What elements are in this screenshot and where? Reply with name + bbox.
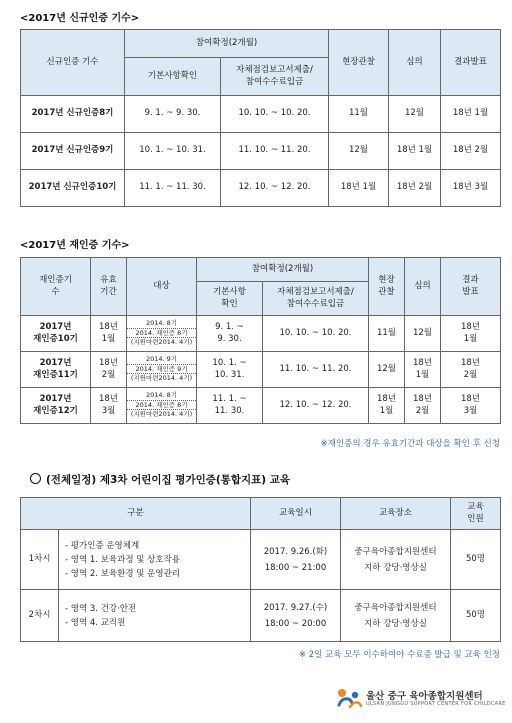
cell-cohort: 2017년 신규인증8기 (21, 96, 125, 133)
table-row (21, 316, 501, 352)
cell-basic (197, 388, 263, 424)
header-category: 구분 (21, 498, 251, 530)
cell-target (127, 352, 197, 388)
header-self-report-line2: 참여수수료입금 (286, 298, 345, 309)
header-cohort-line2: 수 (51, 286, 60, 297)
cell-cohort-line1: 2017년 (39, 358, 72, 369)
cell-basic-line1: 9. 1. ~ (215, 322, 244, 333)
cell-site-line2: 1월 (379, 405, 394, 416)
table-row (21, 170, 501, 207)
header-cohort: 신규인증 기수 (21, 30, 125, 96)
cell-review (405, 352, 441, 388)
cell-self: 12. 10. ~ 12. 20. (221, 170, 329, 207)
header-result-line2: 발표 (462, 286, 479, 297)
cell-place-line1: 중구육아종합지원센터 (354, 546, 437, 557)
cell-result: 18년 2월 (441, 133, 501, 170)
cell-self: 12. 10. ~ 12. 20. (263, 388, 369, 424)
header-participation: 참여확정(2개월) (197, 258, 369, 282)
table-row (21, 530, 501, 590)
recertification-table (20, 257, 501, 424)
header-cohort-line1: 재인증기 (39, 275, 72, 286)
cell-basic-line2: 10. 31. (214, 369, 245, 380)
cell-result-line2: 3월 (463, 405, 478, 416)
section2-title: <2017년 재인증 기수> (20, 240, 130, 251)
list-item: - 영역 4. 교직원 (65, 617, 126, 628)
header-site-line1: 현장 (378, 275, 395, 286)
target-line: (지원마련2014. 4기) (130, 410, 193, 419)
header-result (441, 258, 501, 316)
header-result: 결과발표 (441, 30, 501, 96)
header-date: 교육일시 (251, 498, 341, 530)
cell-result-line2: 2월 (463, 369, 478, 380)
table-row (21, 590, 501, 642)
header-self-report (221, 58, 329, 96)
header-site: 현장관찰 (329, 30, 389, 96)
target-line: 2014. 9기 (127, 355, 196, 365)
header-site-line2: 관찰 (378, 286, 395, 297)
cell-date-line1: 2017. 9.26.(화) (263, 546, 328, 557)
cell-place-line2: 지하 강당·영상실 (364, 562, 427, 573)
education-note: ※ 2일 교육 모두 이수하여야 수료증 발급 및 교육 인정 (298, 650, 500, 660)
target-line: (지원마련2014. 4기) (130, 374, 193, 383)
cell-place (341, 530, 451, 590)
target-line: 2014. 8기 (127, 319, 196, 329)
cell-basic (197, 352, 263, 388)
cell-review (405, 388, 441, 424)
header-review: 심의 (389, 30, 441, 96)
list-item: - 평가인증 운영체계 (65, 540, 140, 551)
cell-result-line1: 18년 (460, 322, 481, 333)
target-line: 2014. 재인증 8기 (127, 401, 196, 411)
cell-review-line1: 18년 (412, 394, 433, 405)
header-basic: 기본사항확인 (125, 58, 221, 96)
cell-date (251, 590, 341, 642)
header-basic-line1: 기본사항 (213, 287, 246, 298)
recertification-note: ※재인증의 경우 유효기간과 대상을 확인 후 신청 (320, 439, 500, 449)
cell-review: 12월 (405, 316, 441, 352)
org-name-english: ULSAN JUNGGU SUPPORT CENTER FOR CHILDCARE (366, 701, 506, 707)
header-result-line1: 결과 (462, 275, 479, 286)
target-line: (지원마련2014. 4기) (130, 338, 193, 347)
cell-place-line2: 지하 강당·영상실 (364, 618, 427, 629)
cell-validity-line2: 3월 (101, 405, 116, 416)
cell-site: 11월 (369, 316, 405, 352)
cell-cohort-line1: 2017년 (39, 322, 72, 333)
cell-target (127, 316, 197, 352)
cell-validity-line1: 18년 (98, 394, 119, 405)
cell-validity-line2: 1월 (101, 333, 116, 344)
cell-result: 18년 3월 (441, 170, 501, 207)
target-line: 2014. 8기 (127, 391, 196, 401)
header-place: 교육장소 (341, 498, 451, 530)
education-title-text: (전체일정) 제3차 어린이집 평가인증(통합지표) 교육 (46, 474, 290, 486)
cell-basic-line1: 10. 1. ~ (212, 358, 247, 369)
cell-cohort: 2017년 신규인증10기 (21, 170, 125, 207)
cell-basic: 9. 1. ~ 9. 30. (125, 96, 221, 133)
cell-review: 18년 1월 (389, 133, 441, 170)
header-self-report-line1: 자체점검보고서제출/ (277, 287, 354, 298)
cell-date-line2: 18:00 ~ 21:00 (264, 562, 327, 573)
cell-date-line1: 2017. 9.27.(수) (263, 602, 328, 613)
cell-place (341, 590, 451, 642)
target-line: 2014. 재인증 9기 (127, 365, 196, 375)
cell-self: 11. 10. ~ 11. 20. (221, 133, 329, 170)
cell-validity-line2: 2월 (101, 369, 116, 380)
cell-result (441, 388, 501, 424)
header-self-report-line2: 참여수수료입금 (245, 76, 304, 87)
org-name: 울산 중구 육아종합지원센터 (366, 691, 483, 702)
table-row (21, 388, 501, 424)
cell-site: 11월 (329, 96, 389, 133)
section1-title: <2017년 신규인증 기수> (20, 13, 140, 24)
cell-basic-line2: 9. 30. (217, 333, 242, 344)
list-item: - 영역 2. 보육환경 및 운영관리 (65, 568, 181, 579)
cell-self: 11. 10. ~ 11. 20. (263, 352, 369, 388)
cell-cohort-line2: 재인증12기 (33, 405, 78, 416)
cell-self: 10. 10. ~ 10. 20. (263, 316, 369, 352)
cell-self: 10. 10. ~ 10. 20. (221, 96, 329, 133)
cell-basic (197, 316, 263, 352)
circle-bullet-icon (30, 473, 41, 484)
cell-date (251, 530, 341, 590)
header-count (451, 498, 501, 530)
cell-result (441, 352, 501, 388)
cell-basic-line1: 11. 1. ~ (212, 394, 247, 405)
table-row (21, 133, 501, 170)
table-row (21, 96, 501, 133)
cell-basic-line2: 11. 30. (214, 405, 245, 416)
cell-cohort (21, 388, 91, 424)
cell-site: 12월 (329, 133, 389, 170)
education-table (20, 497, 501, 642)
header-basic-line2: 확인 (221, 298, 238, 309)
cell-site: 18년 1월 (329, 170, 389, 207)
header-self-report-line1: 자체점검보고서제출/ (236, 65, 313, 76)
cell-cohort-line1: 2017년 (39, 394, 72, 405)
header-validity-line2: 기간 (100, 286, 117, 297)
cell-review-line1: 18년 (412, 358, 433, 369)
cell-date-line2: 18:00 ~ 20:00 (264, 618, 327, 629)
cell-result: 18년 1월 (441, 96, 501, 133)
cell-cohort-line2: 재인증10기 (33, 333, 78, 344)
header-validity-line1: 유효 (100, 275, 117, 286)
list-item: - 영역 3. 건강·안전 (65, 603, 137, 614)
cell-cohort (21, 316, 91, 352)
list-item: - 영역 1. 보육과정 및 상호작용 (65, 554, 181, 565)
cell-result-line1: 18년 (460, 394, 481, 405)
cell-basic: 11. 1. ~ 11. 30. (125, 170, 221, 207)
header-validity (91, 258, 127, 316)
cell-target (127, 388, 197, 424)
cell-place-line1: 중구육아종합지원센터 (354, 602, 437, 613)
header-site (369, 258, 405, 316)
cell-session: 2차시 (21, 590, 59, 642)
cell-review: 18년 2월 (389, 170, 441, 207)
cell-cohort (21, 352, 91, 388)
cell-items (59, 590, 251, 642)
cell-review-line2: 2월 (415, 405, 430, 416)
footer-logo (336, 687, 506, 711)
center-logo-icon (336, 687, 362, 709)
header-review: 심의 (405, 258, 441, 316)
header-count-line2: 인원 (467, 513, 484, 524)
header-target: 대상 (127, 258, 197, 316)
header-self-report (263, 282, 369, 316)
cell-result-line2: 1월 (463, 333, 478, 344)
cell-result (441, 316, 501, 352)
header-count-line1: 교육 (467, 502, 484, 513)
header-basic (197, 282, 263, 316)
cell-review: 12월 (389, 96, 441, 133)
cell-validity-line1: 18년 (98, 322, 119, 333)
table-row (21, 352, 501, 388)
education-title (30, 472, 290, 487)
header-participation: 참여확정(2개월) (125, 30, 329, 58)
new-certification-table (20, 29, 501, 207)
cell-review-line2: 1월 (415, 369, 430, 380)
cell-basic: 10. 1. ~ 10. 31. (125, 133, 221, 170)
cell-count: 50명 (451, 530, 501, 590)
header-cohort (21, 258, 91, 316)
cell-result-line1: 18년 (460, 358, 481, 369)
cell-count: 50명 (451, 590, 501, 642)
cell-site: 12월 (369, 352, 405, 388)
cell-validity-line1: 18년 (98, 358, 119, 369)
cell-items (59, 530, 251, 590)
cell-site (369, 388, 405, 424)
cell-validity (91, 316, 127, 352)
cell-cohort: 2017년 신규인증9기 (21, 133, 125, 170)
cell-validity (91, 352, 127, 388)
cell-session: 1차시 (21, 530, 59, 590)
cell-site-line1: 18년 (376, 394, 397, 405)
target-line: 2014. 재인증 8기 (127, 329, 196, 339)
cell-validity (91, 388, 127, 424)
cell-cohort-line2: 재인증11기 (33, 369, 78, 380)
